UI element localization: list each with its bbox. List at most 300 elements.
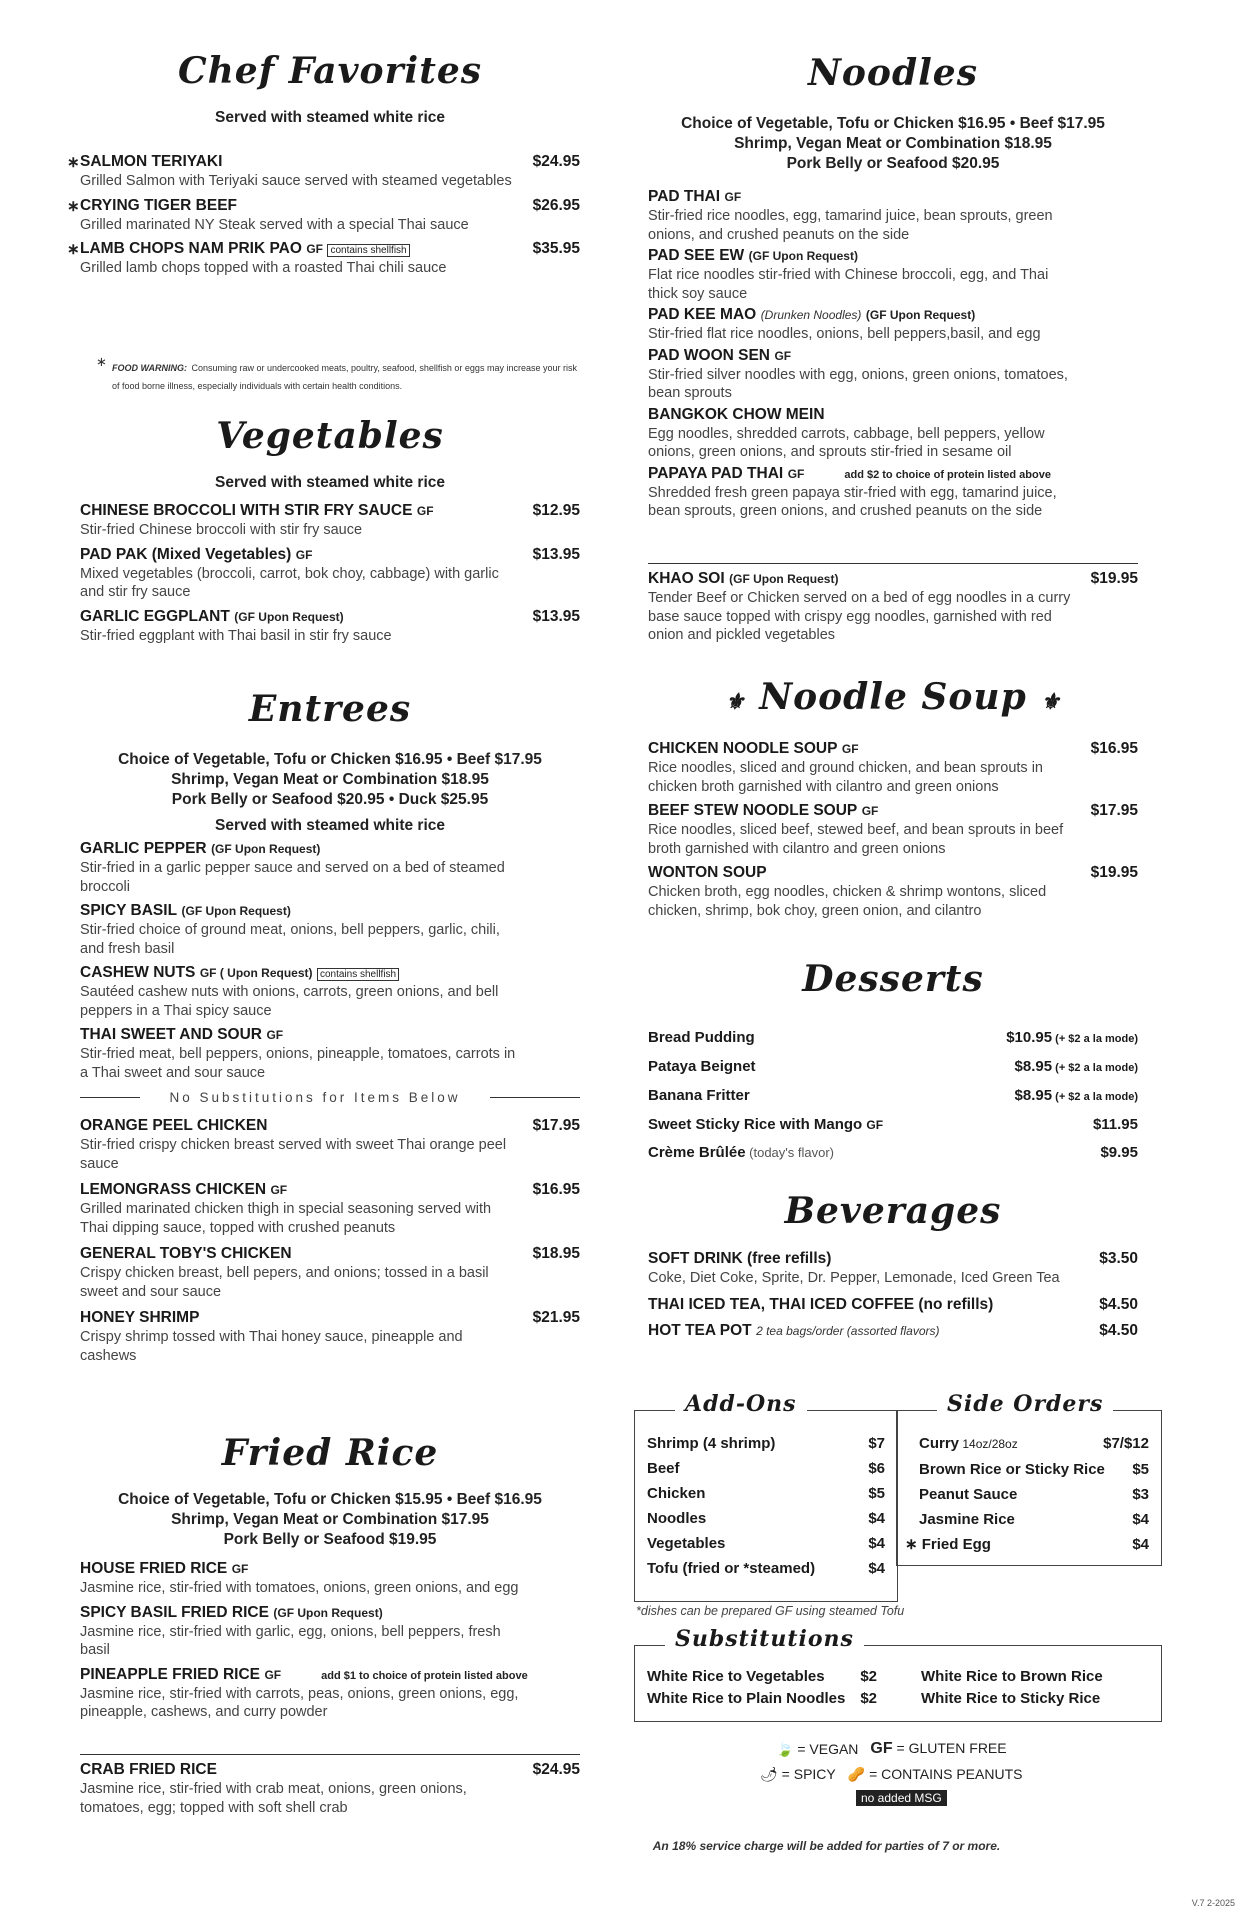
item-heading <box>80 1604 383 1622</box>
side-order-row <box>905 1532 1149 1557</box>
warning-text: Consuming raw or undercooked meats, poultry, seafood, shellfish or eggs may increase your risk of food borne illness, especially individuals with certain health conditions. <box>112 363 577 391</box>
dessert-heading <box>648 1082 750 1111</box>
item-heading <box>80 197 237 215</box>
subs-right <box>921 1666 1103 1710</box>
menu-item <box>80 1604 580 1660</box>
menu-item <box>80 902 580 958</box>
item-price: $12.95 <box>532 502 580 519</box>
leaf-icon: 🍃 <box>776 1740 794 1757</box>
dessert-price: $11.95 <box>1092 1116 1138 1133</box>
side-order-name: Brown Rice or Sticky Rice <box>919 1461 1105 1478</box>
item-description: Coke, Diet Coke, Sprite, Dr. Pepper, Lemonade, Iced Green Tea <box>648 1270 1060 1286</box>
side-orders-title: Side Orders <box>937 1391 1113 1417</box>
dessert-price: $10.95 <box>1006 1029 1053 1046</box>
item-name: CRAB FRIED RICE <box>80 1761 217 1778</box>
menu-item <box>648 864 1138 920</box>
add-on-name: Shrimp (4 shrimp) <box>647 1435 776 1452</box>
item-tags: (GF Upon Request) <box>181 904 291 918</box>
item-name: PINEAPPLE FRIED RICE <box>80 1665 260 1683</box>
dessert-price: $8.95 <box>1014 1058 1053 1075</box>
item-heading <box>80 902 291 920</box>
item-description: Jasmine rice, stir-fried with carrots, peas, onions, green onions, egg, pineapple, cashews, and curry powder <box>80 1685 519 1720</box>
side-order-price: $4 <box>1132 1511 1149 1528</box>
menu-item <box>80 1117 580 1173</box>
substitutions-title: Substitutions <box>665 1626 864 1652</box>
menu-item <box>648 1322 1138 1340</box>
item-heading <box>80 1560 248 1578</box>
item-description: Stir-fried rice noodles, egg, tamarind juice, bean sprouts, green onions, and crushed peanuts on the side <box>648 208 1053 243</box>
item-tags: (GF Upon Request) <box>865 308 976 322</box>
fried-price-line: Choice of Vegetable, Tofu or Chicken $15.95 • Beef $16.95 <box>118 1491 542 1508</box>
dessert-name: Pataya Beignet <box>648 1058 756 1075</box>
dessert-heading <box>648 1139 834 1167</box>
item-heading <box>648 465 1051 483</box>
item-heading <box>80 964 399 982</box>
item-name: LAMB CHOPS NAM PRIK PAO <box>80 240 302 257</box>
fried-prices <box>80 1490 580 1550</box>
dessert-subtitle: (today's flavor) <box>745 1145 835 1160</box>
item-row <box>80 964 580 982</box>
side-orders-list <box>905 1431 1149 1557</box>
item-heading <box>80 1245 292 1263</box>
allergen-badge: contains shellfish <box>317 968 399 981</box>
side-order-size: 14oz/28oz <box>959 1437 1018 1451</box>
item-name: THAI SWEET AND SOUR <box>80 1026 262 1043</box>
item-tags: GF <box>841 742 859 756</box>
item-description: Jasmine rice, stir-fried with crab meat, onions, green onions, tomatoes, egg; topped with soft shell crab <box>80 1781 467 1816</box>
item-tags: GF <box>270 1183 288 1197</box>
dessert-name: Bread Pudding <box>648 1029 755 1046</box>
item-heading <box>80 546 312 564</box>
side-orders-box <box>896 1391 1162 1566</box>
item-price: $13.95 <box>532 607 580 625</box>
side-order-name: Peanut Sauce <box>919 1486 1018 1503</box>
menu-item <box>648 465 1138 521</box>
beverages-title: Beverages <box>784 1190 1002 1232</box>
item-name: THAI ICED TEA, THAI ICED COFFEE (no refills) <box>648 1295 994 1313</box>
item-description: Grilled marinated chicken thigh in special seasoning served with Thai dipping sauce, topped with crushed peanuts <box>80 1201 492 1236</box>
item-row <box>80 502 580 520</box>
item-description: Mixed vegetables (broccoli, carrot, bok choy, cabbage) with garlic and stir fry sauce <box>80 565 499 600</box>
item-name: PAPAYA PAD THAI <box>648 464 784 482</box>
allergen-badge: contains shellfish <box>327 244 409 257</box>
item-heading <box>80 1309 199 1327</box>
item-tags: (GF Upon Request) <box>748 249 858 263</box>
crab-divider <box>80 1754 580 1755</box>
chili-icon: 🌶 <box>760 1766 778 1782</box>
dessert-name: Banana Fritter <box>648 1087 750 1104</box>
dessert-tags: GF <box>866 1118 884 1132</box>
entrees-price-line: Shrimp, Vegan Meat or Combination $18.95 <box>171 771 489 788</box>
item-heading <box>648 864 767 882</box>
item-heading <box>80 153 222 171</box>
item-tags: (GF Upon Request) <box>729 572 839 586</box>
item-row <box>648 802 1138 820</box>
menu-item <box>80 1026 580 1082</box>
legend-row <box>760 1766 1022 1783</box>
menu-item <box>80 546 580 602</box>
item-tags: GF <box>306 242 324 256</box>
item-name: BANGKOK CHOW MEIN <box>648 405 825 423</box>
item-description: Flat rice noodles stir-fried with Chinese broccoli, egg, and Thai thick soy sauce <box>648 267 1049 302</box>
fried-price-line: Shrimp, Vegan Meat or Combination $17.95 <box>171 1511 489 1528</box>
item-description: Stir-fried meat, bell peppers, onions, pineapple, tomatoes, carrots in a Thai sweet and sour sauce <box>80 1046 516 1081</box>
fried-items <box>80 1560 580 1728</box>
dessert-name: Crème Brûlée <box>648 1144 746 1161</box>
item-heading <box>80 840 320 858</box>
food-warning <box>96 354 582 394</box>
item-tags: GF ( Upon Request) <box>199 966 313 980</box>
vegetables-title: Vegetables <box>216 415 444 457</box>
entrees-title: Entrees <box>248 688 412 730</box>
item-heading <box>648 1250 831 1268</box>
dessert-row <box>648 1082 1138 1111</box>
noodles-price-line: Shrimp, Vegan Meat or Combination $18.95 <box>734 135 1052 152</box>
item-name: GARLIC EGGPLANT <box>80 607 230 625</box>
add-on-row <box>647 1456 885 1481</box>
menu-item <box>648 306 1138 344</box>
side-order-row <box>919 1482 1149 1507</box>
item-description: Tender Beef or Chicken served on a bed of egg noodles in a curry base sauce topped with crispy egg noodles, garnished with red onion and pickled vegetables <box>648 590 1071 643</box>
star-marker: ∗ <box>67 154 80 171</box>
side-order-price: $4 <box>1132 1536 1149 1553</box>
dessert-price-group <box>1100 1139 1138 1167</box>
veg-items <box>80 502 580 651</box>
peanut-legend <box>848 1766 1023 1783</box>
item-price: $24.95 <box>532 153 580 170</box>
item-price: $16.95 <box>1090 740 1138 757</box>
item-heading <box>80 1181 287 1199</box>
item-name: CASHEW NUTS <box>80 964 196 981</box>
side-order-heading <box>919 1507 1015 1532</box>
menu-item <box>80 1309 580 1365</box>
item-price: $4.50 <box>1099 1295 1138 1313</box>
fleur-icon: ⚜ <box>724 689 746 715</box>
dessert-price-group <box>1093 1111 1138 1139</box>
menu-item <box>80 1666 580 1722</box>
side-order-row <box>919 1457 1149 1482</box>
item-price: $17.95 <box>1090 802 1138 819</box>
add-on-price: $5 <box>868 1485 885 1502</box>
side-order-heading <box>919 1457 1105 1482</box>
dessert-items <box>648 1024 1138 1167</box>
gf-icon: GF <box>870 1740 893 1757</box>
menu-item <box>67 153 580 191</box>
item-description: Shredded fresh green papaya stir-fried with egg, tamarind juice, bean sprouts, green onions, and crushed peanuts on the side <box>648 484 1057 519</box>
item-name: SPICY BASIL <box>80 902 178 919</box>
dessert-heading <box>648 1024 755 1053</box>
menu-item <box>67 196 580 235</box>
item-name: HONEY SHRIMP <box>80 1309 200 1326</box>
gf-text: = GLUTEN FREE <box>896 1740 1007 1756</box>
item-heading <box>80 1117 267 1135</box>
item-description: Stir-fried choice of ground meat, onions, bell peppers, garlic, chili, and fresh basil <box>80 922 500 957</box>
item-row <box>80 1761 580 1779</box>
peanut-text: = CONTAINS PEANUTS <box>869 1766 1023 1782</box>
item-name: BEEF STEW NOODLE SOUP <box>648 802 858 819</box>
item-row <box>80 1245 580 1263</box>
item-name: WONTON SOUP <box>648 864 767 881</box>
add-ons-list <box>647 1431 885 1581</box>
menu-item <box>648 188 1138 244</box>
side-order-price: $3 <box>1132 1486 1149 1503</box>
menu-item <box>648 406 1138 462</box>
item-tags: GF <box>295 547 313 562</box>
menu-item <box>648 1250 1138 1288</box>
side-order-price: $7/$12 <box>1103 1435 1149 1452</box>
dessert-heading <box>648 1053 756 1082</box>
item-row <box>648 1322 1138 1340</box>
item-tags: GF <box>266 1028 284 1042</box>
dessert-row <box>648 1053 1138 1082</box>
item-price: $3.50 <box>1099 1250 1138 1267</box>
item-description: Sautéed cashew nuts with onions, carrots, green onions, and bell peppers in a Thai spicy sauce <box>80 984 499 1019</box>
khao-item <box>648 570 1138 652</box>
add-on-row <box>647 1431 885 1456</box>
no-substitutions-divider <box>80 1090 580 1105</box>
add-on-price: $4 <box>868 1535 885 1552</box>
sub-row: White Rice to Brown Rice <box>921 1668 1103 1685</box>
item-description: Stir-fried silver noodles with egg, onions, green onions, tomatoes, bean sprouts <box>648 366 1068 401</box>
sub-row <box>647 1688 877 1710</box>
item-price: $16.95 <box>532 1181 580 1198</box>
item-extra: add $1 to choice of protein listed above <box>321 1669 528 1682</box>
item-row <box>648 406 1138 424</box>
veg-sub: Served with steamed white rice <box>214 474 445 491</box>
add-on-price: $7 <box>868 1435 885 1452</box>
spicy-text: = SPICY <box>781 1766 836 1782</box>
item-heading <box>648 306 975 324</box>
add-ons-note: *dishes can be prepared GF using steamed Tofu <box>636 1604 905 1618</box>
item-row <box>80 902 580 920</box>
item-price: $35.95 <box>532 240 580 257</box>
item-extra: add $2 to choice of protein listed above <box>844 468 1051 481</box>
khao-divider <box>648 563 1138 564</box>
item-description: Stir-fried crispy chicken breast served with sweet Thai orange peel sauce <box>80 1137 507 1172</box>
item-description: Jasmine rice, stir-fried with tomatoes, onions, green onions, and egg <box>80 1580 519 1596</box>
item-row <box>648 247 1138 265</box>
entree-items <box>80 840 580 1088</box>
item-name: PAD THAI <box>648 188 721 205</box>
dessert-price: $8.95 <box>1014 1087 1053 1104</box>
item-subtitle: 2 tea bags/order (assorted flavors) <box>756 1323 940 1338</box>
add-ons-title: Add-Ons <box>675 1391 807 1417</box>
dessert-row <box>648 1024 1138 1053</box>
dessert-price-group <box>1015 1053 1138 1082</box>
item-description: Egg noodles, shredded carrots, cabbage, bell peppers, yellow onions, green onions, and sprouts stir-fried in sesame oil <box>648 425 1045 460</box>
add-on-row <box>647 1531 885 1556</box>
item-row <box>80 1026 580 1044</box>
item-tags: GF <box>774 348 792 363</box>
side-order-row <box>919 1507 1149 1532</box>
item-heading <box>648 802 878 820</box>
menu-item <box>648 1296 1138 1314</box>
sub-row: White Rice to Sticky Rice <box>921 1690 1101 1707</box>
menu-item <box>648 802 1138 858</box>
entree-items-nosub <box>80 1117 580 1373</box>
menu-item <box>80 1245 580 1301</box>
add-on-row <box>647 1556 885 1581</box>
item-name: PAD KEE MAO <box>648 306 757 323</box>
item-row <box>80 1560 580 1578</box>
item-row <box>80 1604 580 1622</box>
side-order-name: Jasmine Rice <box>919 1511 1015 1528</box>
fried-rice-title: Fried Rice <box>221 1432 439 1474</box>
add-on-row <box>647 1506 885 1531</box>
noodles-title: Noodles <box>808 52 978 94</box>
item-row <box>648 1296 1138 1314</box>
chef-sub: Served with steamed white rice <box>214 109 445 126</box>
noodles-price-line: Choice of Vegetable, Tofu or Chicken $16.95 • Beef $17.95 <box>681 115 1105 132</box>
item-tags: GF <box>231 1562 249 1576</box>
item-tags: (GF Upon Request) <box>211 842 321 856</box>
item-row <box>80 197 580 215</box>
crab-item <box>80 1761 580 1824</box>
item-heading <box>648 247 858 265</box>
dessert-price-group <box>1006 1024 1138 1053</box>
item-row <box>80 1309 580 1327</box>
soup-items <box>648 740 1138 926</box>
menu-item <box>80 840 580 896</box>
item-row <box>80 840 580 858</box>
item-row <box>648 306 1138 324</box>
entrees-price-line: Pork Belly or Seafood $20.95 • Duck $25.95 <box>171 791 489 808</box>
chef-items <box>67 153 580 284</box>
item-heading <box>80 502 434 520</box>
item-tags: (GF Upon Request) <box>234 609 344 624</box>
item-name: PAD WOON SEN <box>648 346 770 364</box>
gf-legend <box>870 1740 1006 1758</box>
add-on-name: Vegetables <box>647 1535 726 1552</box>
item-heading <box>648 1296 993 1314</box>
item-tags: GF <box>264 1667 282 1682</box>
item-heading <box>80 1026 283 1044</box>
vegan-legend <box>776 1741 858 1758</box>
add-on-price: $4 <box>868 1560 885 1577</box>
side-order-name: Fried Egg <box>921 1536 991 1553</box>
warning-label: FOOD WARNING: <box>112 363 187 373</box>
item-description: Grilled Salmon with Teriyaki sauce served with steamed vegetables <box>80 173 512 189</box>
sub-price: $2 <box>860 1668 877 1685</box>
item-row <box>80 608 580 626</box>
service-charge-note: An 18% service charge will be added for parties of 7 or more. <box>652 1839 1001 1853</box>
item-description: Stir-fried eggplant with Thai basil in stir fry sauce <box>80 627 392 644</box>
item-name: HOT TEA POT <box>648 1321 752 1339</box>
no-msg-badge: no added MSG <box>856 1790 947 1806</box>
item-heading <box>80 1761 217 1779</box>
item-tags: GF <box>787 466 805 481</box>
item-heading <box>80 240 410 258</box>
item-row <box>648 347 1138 365</box>
item-price: $21.95 <box>532 1309 580 1326</box>
item-price: $19.95 <box>1090 864 1138 881</box>
item-row <box>80 153 580 171</box>
add-on-name: Tofu (fried or *steamed) <box>647 1560 816 1577</box>
item-heading <box>648 188 741 206</box>
noodle-soup-title <box>648 676 1138 718</box>
beverage-items <box>648 1250 1138 1348</box>
item-heading <box>80 1666 528 1684</box>
item-price: $4.50 <box>1099 1321 1138 1339</box>
entrees-prices <box>80 750 580 836</box>
item-row <box>648 570 1138 588</box>
dessert-price: $9.95 <box>1100 1144 1138 1161</box>
item-tags: GF <box>416 504 434 518</box>
item-row <box>648 740 1138 758</box>
star-marker: ∗ <box>905 1536 922 1553</box>
star-marker: ∗ <box>67 241 80 258</box>
fried-price-line: Pork Belly or Seafood $19.95 <box>223 1531 437 1548</box>
item-row <box>648 864 1138 882</box>
item-description: Stir-fried flat rice noodles, onions, bell peppers,basil, and egg <box>648 326 1041 342</box>
item-price: $26.95 <box>532 196 580 214</box>
dessert-price-group <box>1015 1082 1138 1111</box>
no-substitutions-text: No Substitutions for Items Below <box>169 1090 461 1105</box>
item-name: CRYING TIGER BEEF <box>80 196 238 214</box>
item-price: $18.95 <box>532 1245 580 1262</box>
noodles-prices <box>648 114 1138 174</box>
menu-item <box>648 347 1138 403</box>
sub-name: White Rice to Vegetables <box>647 1668 825 1685</box>
menu-item <box>80 608 580 646</box>
dessert-note: (+ $2 a la mode) <box>1052 1091 1138 1103</box>
peanut-icon: 🥜 <box>847 1766 866 1782</box>
noodle-items <box>648 188 1138 524</box>
noodle-soup-title-text: Noodle Soup <box>759 676 1027 718</box>
item-tags: (GF Upon Request) <box>273 1605 383 1620</box>
item-description: Stir-fried in a garlic pepper sauce and served on a bed of steamed broccoli <box>80 860 505 895</box>
subs-left <box>647 1666 877 1710</box>
sub-price: $2 <box>860 1690 877 1707</box>
menu-item <box>648 247 1138 303</box>
side-order-row <box>919 1431 1149 1457</box>
entrees-sub: Served with steamed white rice <box>214 817 445 834</box>
item-description: Grilled marinated NY Steak served with a special Thai sauce <box>80 216 469 233</box>
menu-item <box>80 1560 580 1598</box>
item-heading <box>648 570 838 588</box>
item-row <box>80 1117 580 1135</box>
side-order-heading <box>919 1431 1018 1457</box>
item-row <box>80 1181 580 1199</box>
item-price: $13.95 <box>532 545 580 563</box>
item-description: Rice noodles, sliced and ground chicken, and bean sprouts in chicken broth garnished with cilantro and green onions <box>648 760 1043 795</box>
item-name: GENERAL TOBY'S CHICKEN <box>80 1245 292 1262</box>
add-on-row <box>647 1481 885 1506</box>
item-heading <box>648 406 825 424</box>
menu-item <box>80 1181 580 1237</box>
spicy-legend <box>760 1766 836 1783</box>
vegan-text: = VEGAN <box>797 1740 859 1757</box>
dessert-row <box>648 1139 1138 1167</box>
item-name: CHINESE BROCCOLI WITH STIR FRY SAUCE <box>80 502 413 519</box>
side-order-price: $5 <box>1132 1461 1149 1478</box>
add-ons-box <box>634 1391 898 1602</box>
sub-name: White Rice to Plain Noodles <box>647 1690 846 1707</box>
item-heading <box>648 1322 940 1340</box>
entrees-price-line: Choice of Vegetable, Tofu or Chicken $16.95 • Beef $17.95 <box>118 751 542 768</box>
item-heading <box>80 608 344 626</box>
desserts-title: Desserts <box>802 958 984 1000</box>
dessert-note: (+ $2 a la mode) <box>1052 1062 1138 1074</box>
item-name: KHAO SOI <box>648 570 725 587</box>
item-heading <box>648 740 859 758</box>
item-row <box>648 1250 1138 1268</box>
item-description: Crispy chicken breast, bell pepers, and onions; tossed in a basil sweet and sour sauce <box>80 1265 489 1300</box>
item-name: SOFT DRINK (free refills) <box>648 1250 832 1267</box>
item-description: Grilled lamb chops topped with a roasted Thai chili sauce <box>80 260 447 276</box>
add-on-price: $4 <box>868 1510 885 1527</box>
item-price: $19.95 <box>1090 570 1138 587</box>
